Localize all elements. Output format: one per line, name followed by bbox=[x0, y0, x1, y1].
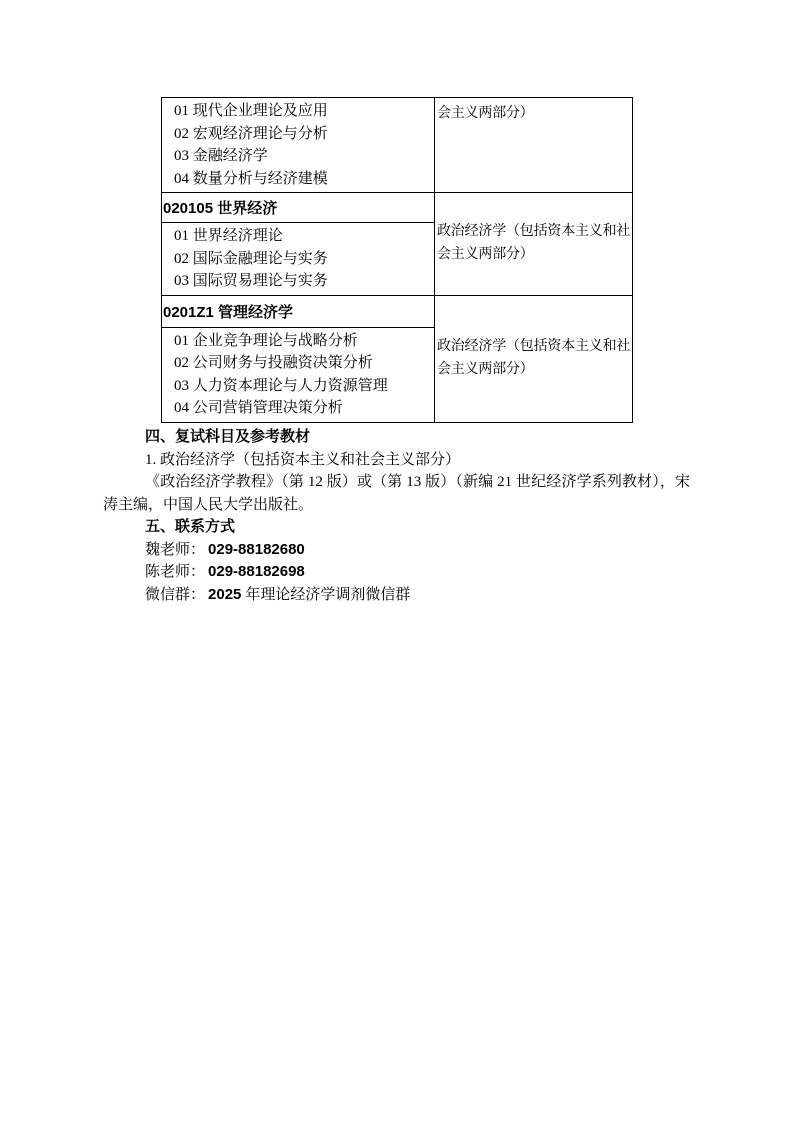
exam-subject-cell-managerial-economics: 政治经济学（包括资本主义和社会主义两部分） bbox=[435, 295, 633, 422]
direction-item: 02 公司财务与投融资决策分析 bbox=[174, 355, 373, 371]
research-directions-cell-2 bbox=[162, 223, 435, 296]
program-code-header-managerial-economics: 0201Z1 管理经济学 bbox=[162, 295, 435, 327]
direction-item: 03 国际贸易理论与实务 bbox=[174, 273, 328, 289]
direction-item: 03 人力资本理论与人力资源管理 bbox=[174, 377, 388, 394]
contact-phone-number: 029-88182698 bbox=[208, 563, 305, 580]
direction-item: 01 世界经济理论 bbox=[174, 228, 283, 244]
direction-item: 03 金融经济学 bbox=[174, 148, 268, 164]
direction-item: 01 现代企业理论及应用 bbox=[174, 103, 328, 119]
program-code-header-world-economy: 020105 世界经济 bbox=[162, 193, 435, 223]
contact-label: 陈老师： bbox=[145, 564, 206, 580]
section-4-reference: 《政治经济学教程》（第 12 版）或（第 13 版）（新编 21 世纪经济学系列教材），宋涛主编，中国人民大学出版社。 bbox=[103, 474, 690, 513]
section-4-heading: 四、复试科目及参考教材 bbox=[145, 428, 311, 445]
contact-line-wei bbox=[103, 539, 690, 562]
body-text-block bbox=[103, 426, 690, 606]
research-directions-cell-1 bbox=[162, 98, 435, 193]
contact-line-chen bbox=[103, 561, 690, 584]
direction-item: 02 宏观经济理论与分析 bbox=[174, 125, 328, 142]
wechat-group-year: 2025 bbox=[208, 585, 242, 603]
direction-item: 04 数量分析与经济建模 bbox=[174, 170, 328, 187]
section-4-item-1: 1. 政治经济学（包括资本主义和社会主义部分） bbox=[145, 451, 461, 468]
direction-item: 02 国际金融理论与实务 bbox=[174, 250, 328, 267]
contact-phone-number: 029-88182680 bbox=[208, 540, 305, 558]
contact-label: 魏老师： bbox=[145, 541, 206, 558]
wechat-group-name: 年理论经济学调剂微信群 bbox=[245, 586, 411, 603]
direction-item: 01 企业竞争理论与战略分析 bbox=[174, 332, 358, 349]
exam-subject-cell-continued: 会主义两部分） bbox=[435, 98, 633, 193]
admission-subjects-table bbox=[161, 97, 633, 423]
contact-label: 微信群： bbox=[145, 586, 206, 603]
section-5-heading: 五、联系方式 bbox=[145, 518, 236, 535]
contact-line-wechat bbox=[103, 584, 690, 607]
research-directions-cell-3 bbox=[162, 327, 435, 422]
direction-item: 04 公司营销管理决策分析 bbox=[174, 400, 343, 416]
exam-subject-cell-world-economy: 政治经济学（包括资本主义和社会主义两部分） bbox=[435, 193, 633, 296]
